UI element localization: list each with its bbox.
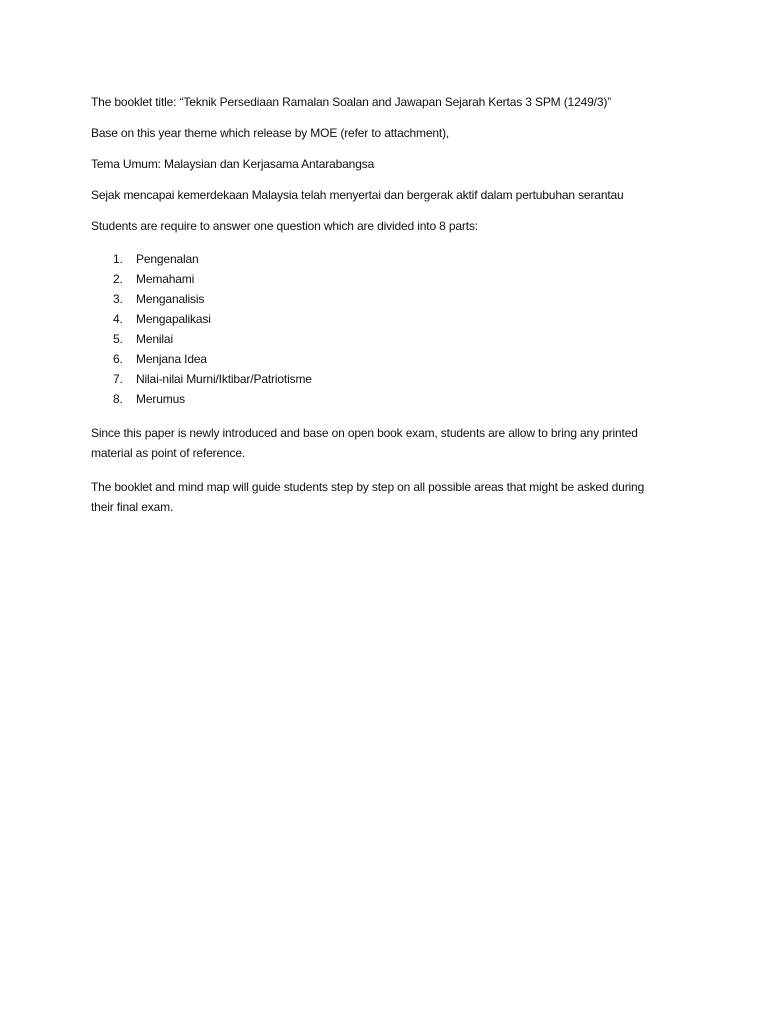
parts-list	[91, 249, 691, 409]
list-item	[113, 389, 691, 409]
list-item-label: Nilai-nilai Murni/Iktibar/Patriotisme	[136, 372, 312, 386]
general-theme-paragraph: Tema Umum: Malaysian dan Kerjasama Antarabangsa	[91, 157, 375, 171]
list-item-number: 8.	[113, 392, 123, 406]
list-item-number: 2.	[113, 272, 123, 286]
open-book-paragraph: Since this paper is newly introduced and base on open book exam, students are allow to bring any printed material as point of reference.	[91, 426, 638, 460]
list-item-label: Memahami	[136, 272, 195, 286]
list-item-label: Menjana Idea	[136, 352, 207, 366]
list-item-label: Menganalisis	[136, 292, 205, 306]
list-item	[113, 249, 691, 269]
list-item-number: 7.	[113, 372, 123, 386]
theme-description-paragraph: Sejak mencapai kemerdekaan Malaysia telah menyertai dan bergerak aktif dalam pertubuhan serantau	[91, 188, 624, 202]
list-item	[113, 289, 691, 309]
list-item	[113, 309, 691, 329]
list-item-number: 5.	[113, 332, 123, 346]
booklet-guide-paragraph: The booklet and mind map will guide students step by step on all possible areas that might be asked during their final exam.	[91, 480, 645, 514]
list-item-number: 3.	[113, 292, 123, 306]
list-item-label: Menilai	[136, 332, 173, 346]
list-item-label: Pengenalan	[136, 252, 199, 266]
list-item-label: Merumus	[136, 392, 185, 406]
list-item	[113, 269, 691, 289]
list-item	[113, 349, 691, 369]
list-item-number: 6.	[113, 352, 123, 366]
parts-intro-paragraph: Students are require to answer one question which are divided into 8 parts:	[91, 219, 478, 233]
list-item-number: 4.	[113, 312, 123, 326]
document-body	[91, 94, 691, 531]
list-item	[113, 329, 691, 349]
list-item-label: Mengapalikasi	[136, 312, 211, 326]
list-item-number: 1.	[113, 252, 123, 266]
theme-reference-paragraph: Base on this year theme which release by MOE (refer to attachment),	[91, 126, 450, 140]
booklet-title-paragraph: The booklet title: “Teknik Persediaan Ramalan Soalan and Jawapan Sejarah Kertas 3 SPM (1249/3)”	[91, 95, 612, 109]
list-item	[113, 369, 691, 389]
